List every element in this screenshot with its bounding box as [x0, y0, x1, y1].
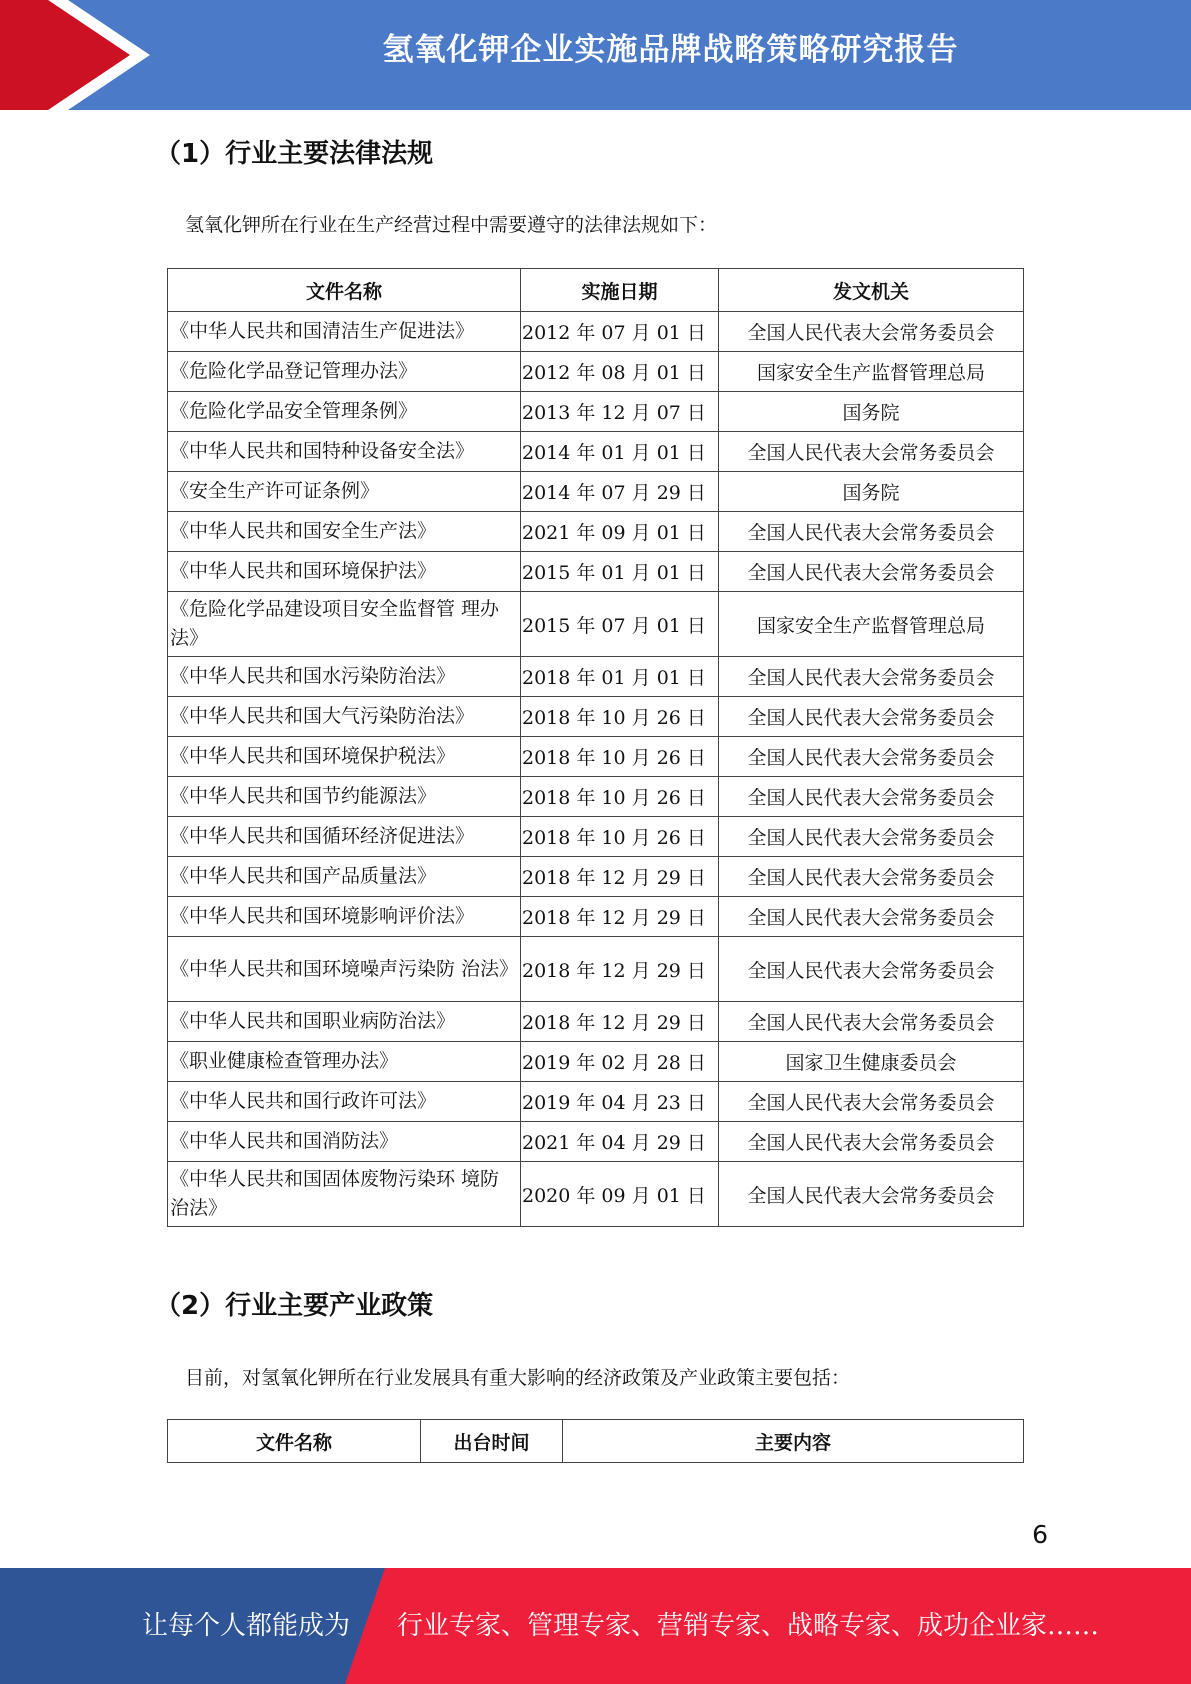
law-name-cell: 《中华人民共和国循环经济促进法》 — [168, 817, 521, 857]
law-date-cell: 2018 年 10 月 26 日 — [521, 777, 719, 817]
law-issuer-cell: 国务院 — [719, 472, 1024, 512]
law-name-cell: 《中华人民共和国环境保护税法》 — [168, 737, 521, 777]
law-name-cell: 《中华人民共和国消防法》 — [168, 1122, 521, 1162]
table-row — [168, 472, 1024, 512]
table-row — [168, 1162, 1024, 1227]
table-row — [168, 897, 1024, 937]
law-date-cell: 2013 年 12 月 07 日 — [521, 392, 719, 432]
law-name-cell: 《安全生产许可证条例》 — [168, 472, 521, 512]
law-issuer-cell: 全国人民代表大会常务委员会 — [719, 1122, 1024, 1162]
column-header-name: 文件名称 — [168, 1420, 421, 1463]
column-header-date: 实施日期 — [521, 269, 719, 312]
law-name-cell: 《中华人民共和国节约能源法》 — [168, 777, 521, 817]
table-row — [168, 937, 1024, 1002]
law-issuer-cell: 全国人民代表大会常务委员会 — [719, 1162, 1024, 1227]
section-title-laws: （1）行业主要法律法规 — [155, 139, 434, 169]
law-name-cell: 《危险化学品登记管理办法》 — [168, 352, 521, 392]
law-date-cell: 2019 年 02 月 28 日 — [521, 1042, 719, 1082]
law-date-cell: 2018 年 12 月 29 日 — [521, 897, 719, 937]
header-title: 氢氧化钾企业实施品牌战略策略研究报告 — [382, 32, 959, 68]
footer-slogan-left: 让每个人都能成为 — [142, 1611, 351, 1641]
table-row — [168, 737, 1024, 777]
law-name-cell: 《中华人民共和国清洁生产促进法》 — [168, 312, 521, 352]
law-name-cell: 《中华人民共和国水污染防治法》 — [168, 657, 521, 697]
law-name-cell: 《中华人民共和国环境影响评价法》 — [168, 897, 521, 937]
column-header-time: 出台时间 — [421, 1420, 563, 1463]
law-issuer-cell: 全国人民代表大会常务委员会 — [719, 697, 1024, 737]
law-issuer-cell: 国家卫生健康委员会 — [719, 1042, 1024, 1082]
law-name-cell: 《中华人民共和国特种设备安全法》 — [168, 432, 521, 472]
law-issuer-cell: 全国人民代表大会常务委员会 — [719, 817, 1024, 857]
law-date-cell: 2014 年 01 月 01 日 — [521, 432, 719, 472]
law-name-cell: 《中华人民共和国环境保护法》 — [168, 552, 521, 592]
policies-intro: 目前，对氢氧化钾所在行业发展具有重大影响的经济政策及产业政策主要包括： — [185, 1367, 851, 1389]
law-issuer-cell: 国务院 — [719, 392, 1024, 432]
table-row — [168, 657, 1024, 697]
law-date-cell: 2018 年 12 月 29 日 — [521, 857, 719, 897]
law-date-cell: 2012 年 08 月 01 日 — [521, 352, 719, 392]
policies-table-wrapper — [167, 1419, 1024, 1463]
law-date-cell: 2021 年 09 月 01 日 — [521, 512, 719, 552]
law-date-cell: 2019 年 04 月 23 日 — [521, 1082, 719, 1122]
table-row — [168, 697, 1024, 737]
law-date-cell: 2015 年 01 月 01 日 — [521, 552, 719, 592]
table-row — [168, 857, 1024, 897]
law-issuer-cell: 全国人民代表大会常务委员会 — [719, 857, 1024, 897]
law-issuer-cell: 国家安全生产监督管理总局 — [719, 592, 1024, 657]
table-row — [168, 817, 1024, 857]
section-title-policies: （2）行业主要产业政策 — [155, 1291, 434, 1321]
law-name-cell: 《中华人民共和国产品质量法》 — [168, 857, 521, 897]
law-issuer-cell: 全国人民代表大会常务委员会 — [719, 432, 1024, 472]
page-footer — [0, 1568, 1191, 1684]
law-name-cell: 《职业健康检查管理办法》 — [168, 1042, 521, 1082]
table-row — [168, 512, 1024, 552]
law-issuer-cell: 全国人民代表大会常务委员会 — [719, 897, 1024, 937]
footer-slogan-right: 行业专家、管理专家、营销专家、战略专家、成功企业家…… — [397, 1611, 1100, 1641]
law-name-cell: 《危险化学品安全管理条例》 — [168, 392, 521, 432]
law-issuer-cell: 全国人民代表大会常务委员会 — [719, 1002, 1024, 1042]
law-name-cell: 《中华人民共和国固体废物污染环 境防治法》 — [168, 1162, 521, 1227]
law-issuer-cell: 全国人民代表大会常务委员会 — [719, 737, 1024, 777]
table-row — [168, 1042, 1024, 1082]
law-name-cell: 《危险化学品建设项目安全监督管 理办法》 — [168, 592, 521, 657]
law-name-cell: 《中华人民共和国职业病防治法》 — [168, 1002, 521, 1042]
law-issuer-cell: 全国人民代表大会常务委员会 — [719, 657, 1024, 697]
column-header-issuer: 发文机关 — [719, 269, 1024, 312]
table-row — [168, 552, 1024, 592]
page-number: 6 — [1032, 1520, 1048, 1549]
table-row — [168, 1082, 1024, 1122]
laws-table-header-row — [168, 269, 1024, 312]
law-name-cell: 《中华人民共和国安全生产法》 — [168, 512, 521, 552]
table-row — [168, 312, 1024, 352]
policies-table-header-row — [168, 1420, 1024, 1463]
table-row — [168, 1002, 1024, 1042]
column-header-content: 主要内容 — [563, 1420, 1024, 1463]
table-row — [168, 777, 1024, 817]
table-row — [168, 352, 1024, 392]
law-issuer-cell: 国家安全生产监督管理总局 — [719, 352, 1024, 392]
law-date-cell: 2012 年 07 月 01 日 — [521, 312, 719, 352]
law-date-cell: 2020 年 09 月 01 日 — [521, 1162, 719, 1227]
law-date-cell: 2021 年 04 月 29 日 — [521, 1122, 719, 1162]
laws-intro: 氢氧化钾所在行业在生产经营过程中需要遵守的法律法规如下： — [185, 214, 718, 236]
law-date-cell: 2018 年 12 月 29 日 — [521, 937, 719, 1002]
law-issuer-cell: 全国人民代表大会常务委员会 — [719, 552, 1024, 592]
law-issuer-cell: 全国人民代表大会常务委员会 — [719, 937, 1024, 1002]
law-issuer-cell: 全国人民代表大会常务委员会 — [719, 777, 1024, 817]
law-date-cell: 2018 年 10 月 26 日 — [521, 697, 719, 737]
policies-table — [167, 1419, 1024, 1463]
law-date-cell: 2018 年 10 月 26 日 — [521, 737, 719, 777]
law-name-cell: 《中华人民共和国大气污染防治法》 — [168, 697, 521, 737]
column-header-name: 文件名称 — [168, 269, 521, 312]
law-date-cell: 2015 年 07 月 01 日 — [521, 592, 719, 657]
table-row — [168, 592, 1024, 657]
law-issuer-cell: 全国人民代表大会常务委员会 — [719, 312, 1024, 352]
law-name-cell: 《中华人民共和国环境噪声污染防 治法》 — [168, 937, 521, 1002]
law-date-cell: 2014 年 07 月 29 日 — [521, 472, 719, 512]
law-date-cell: 2018 年 01 月 01 日 — [521, 657, 719, 697]
law-date-cell: 2018 年 10 月 26 日 — [521, 817, 719, 857]
table-row — [168, 432, 1024, 472]
law-issuer-cell: 全国人民代表大会常务委员会 — [719, 512, 1024, 552]
law-date-cell: 2018 年 12 月 29 日 — [521, 1002, 719, 1042]
table-row — [168, 392, 1024, 432]
page-header — [0, 0, 1191, 110]
law-issuer-cell: 全国人民代表大会常务委员会 — [719, 1082, 1024, 1122]
laws-table — [167, 268, 1024, 1227]
law-name-cell: 《中华人民共和国行政许可法》 — [168, 1082, 521, 1122]
table-row — [168, 1122, 1024, 1162]
